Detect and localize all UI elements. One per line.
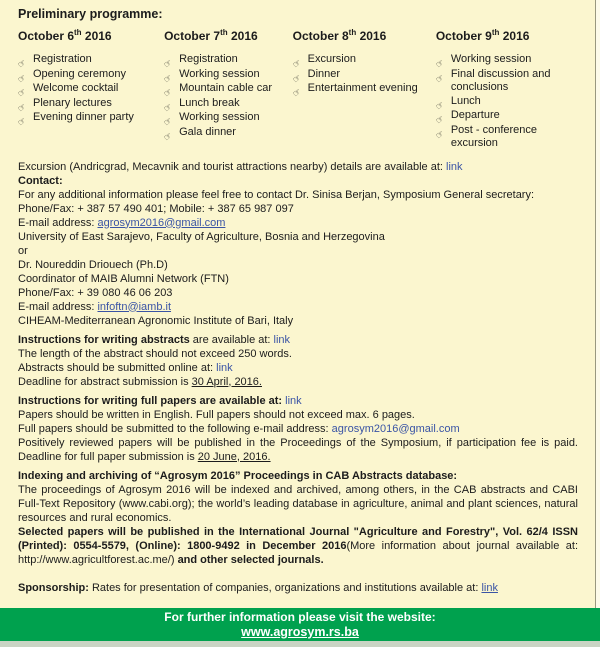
list-item (290, 67, 436, 86)
list-item-label: Welcome cocktail (33, 82, 119, 94)
list-item (433, 67, 578, 95)
list-item-label: Registration (33, 53, 92, 65)
email-link-agrosym[interactable]: agrosym2016@gmail.com (97, 216, 226, 229)
pointer-hand-icon: ☞ (161, 100, 176, 115)
contact-email-line-2 (18, 300, 578, 314)
pointer-hand-icon: ☞ (433, 98, 447, 113)
list-item-label: Excursion (307, 53, 356, 65)
indexing-selected-normal: (More information about journal available at: http://www.agricultforest.ac.me/) (18, 539, 578, 566)
indexing-selected-bold-2: and other selected journals. (177, 553, 324, 566)
email-link-iamb[interactable]: infoftn@iamb.it (97, 300, 172, 313)
email-label: E-mail address: (18, 216, 98, 229)
list-item-label: Mountain cable car (179, 82, 273, 94)
contact-intro: For any additional information please feel free to contact Dr. Sinisa Berjan, Symposium General secretary: (18, 188, 535, 201)
fullpapers-submit-text: Full papers should be submitted to the following e-mail address: (18, 422, 332, 435)
list-item (433, 94, 578, 113)
indexing-heading: Indexing and archiving of “Agrosym 2016” Proceedings in CAB Abstracts database: (18, 469, 458, 482)
list-item-label: Working session (179, 67, 260, 80)
abstracts-length-line: The length of the abstract should not exceed 250 words. (18, 347, 292, 360)
day-year: 2016 (356, 29, 387, 43)
sponsorship-line (18, 581, 578, 595)
list-item (161, 53, 293, 71)
pointer-hand-icon: ☞ (290, 56, 304, 71)
list-item-label: Gala dinner (179, 125, 236, 138)
contact-heading: Contact: (18, 174, 63, 187)
abstracts-title-line (18, 333, 578, 347)
abstracts-title: Instructions for writing abstracts (18, 333, 190, 346)
fullpapers-title: Instructions for writing full papers are available at: (18, 394, 286, 407)
day-year: 2016 (81, 29, 112, 43)
excursion-line (18, 160, 578, 174)
day-column-oct9 (433, 28, 578, 151)
email-label: E-mail address: (18, 300, 98, 313)
list-item-label: Lunch break (179, 96, 240, 109)
pointer-hand-icon: ☞ (433, 56, 447, 71)
pointer-hand-icon: ☞ (15, 114, 30, 129)
day-items-oct6 (15, 53, 164, 129)
list-item-label: Opening ceremony (33, 67, 126, 80)
fullpapers-title-line (18, 394, 578, 408)
list-item-label: Working session (179, 111, 260, 123)
abstracts-submit-link[interactable]: link (216, 361, 233, 374)
list-item-label: Final discussion and conclusions (450, 67, 551, 93)
day-date: October 6 (18, 29, 75, 43)
pointer-hand-icon: ☞ (433, 127, 447, 142)
abstracts-deadline-date: 30 April, 2016. (191, 375, 262, 388)
day-items-oct7 (161, 53, 293, 144)
list-item (161, 125, 293, 144)
list-item-label: Departure (450, 109, 500, 121)
list-item (161, 111, 293, 129)
day-column-oct8 (290, 28, 436, 151)
sponsorship-label: Sponsorship: (18, 581, 89, 594)
contact-affiliation-2: CIHEAM-Mediterranean Agronomic Institute of Bari, Italy (18, 314, 294, 327)
abstracts-title-rest: are available at: (189, 333, 274, 346)
list-item (15, 96, 164, 115)
list-item (15, 53, 164, 71)
list-item (161, 67, 293, 86)
list-item (15, 82, 164, 100)
contact-phone-1: Phone/Fax: + 387 57 490 401; Mobile: + 387 65 987 097 (18, 202, 294, 215)
footer-banner (0, 608, 600, 641)
list-item-label: Evening dinner party (33, 111, 134, 123)
footer-text: For further information please visit the website: (164, 610, 436, 624)
pointer-hand-icon: ☞ (433, 112, 447, 127)
contact-phone-2: Phone/Fax: + 39 080 46 06 203 (18, 286, 173, 299)
pointer-hand-icon: ☞ (290, 85, 304, 100)
list-item (161, 82, 293, 100)
contact-role-2: Coordinator of MAIB Alumni Network (FTN) (18, 272, 229, 285)
list-item-label: Working session (450, 53, 532, 65)
abstracts-link[interactable]: link (273, 333, 291, 346)
day-items-oct8 (290, 53, 436, 100)
list-item (433, 123, 578, 151)
indexing-paragraph: The proceedings of Agrosym 2016 will be indexed and archived, among others, in the CAB abstracts and CABI Full-Text Repository (www.cabi.org); the world’s leading database in agriculture, animal and plant sciences, natural resources and rural economics. (18, 483, 578, 524)
list-item (290, 53, 436, 71)
day-year: 2016 (499, 29, 530, 43)
abstracts-deadline-text: Deadline for abstract submission is (18, 375, 192, 388)
sponsorship-text: Rates for presentation of companies, organizations and institutions available at: (88, 581, 482, 594)
list-item (15, 111, 164, 129)
pointer-hand-icon: ☞ (15, 100, 30, 115)
list-item (290, 82, 436, 100)
list-item-label: Registration (179, 53, 238, 65)
contact-name-2: Dr. Noureddin Driouech (Ph.D) (18, 258, 168, 271)
indexing-selected-bold: Selected papers will be published in the International Journal "Agriculture and Forestry", Vol. 62/4 ISSN (Printed): 0554-5579, (Online): 1800-9492 in December 2016 (18, 525, 578, 552)
pointer-hand-icon: ☞ (161, 129, 176, 144)
day-header-oct7 (164, 28, 293, 43)
list-item (15, 67, 164, 86)
list-item-label: Lunch (450, 94, 481, 107)
abstracts-submit-line (18, 361, 578, 375)
excursion-link[interactable]: link (446, 160, 463, 173)
page-title: Preliminary programme: (18, 7, 163, 21)
fullpapers-review-text: Positively reviewed papers will be published in the Proceedings of the Symposium, if participation fee is paid. Deadline for full paper submission is (18, 436, 578, 463)
day-header-oct6 (18, 28, 164, 43)
fullpapers-line-2 (18, 422, 578, 436)
excursion-text: Excursion (Andricgrad, Mecavnik and tourist attractions nearby) details are available at: (18, 160, 446, 173)
day-ordinal: th (74, 28, 82, 37)
day-date: October 9 (435, 29, 492, 43)
list-item-label: Plenary lectures (33, 96, 112, 109)
fullpapers-email-link[interactable]: agrosym2016@gmail.com (331, 422, 460, 435)
list-item-label: Dinner (307, 67, 341, 80)
pointer-hand-icon: ☞ (15, 85, 30, 100)
contact-email-line-1 (18, 216, 578, 230)
day-header-oct9 (436, 28, 578, 43)
right-gutter (596, 0, 600, 608)
day-year: 2016 (227, 29, 258, 43)
pointer-hand-icon: ☞ (161, 56, 176, 71)
contact-affiliation-1: University of East Sarajevo, Faculty of Agriculture, Bosnia and Herzegovina (18, 230, 385, 243)
day-ordinal: th (491, 28, 500, 37)
pointer-hand-icon: ☞ (15, 56, 30, 71)
day-column-oct6 (15, 28, 164, 151)
pointer-hand-icon: ☞ (161, 114, 176, 129)
pointer-hand-icon: ☞ (433, 71, 447, 86)
pointer-hand-icon: ☞ (15, 71, 30, 86)
fullpapers-link[interactable]: link (285, 394, 302, 407)
indexing-selected-line (18, 525, 578, 567)
day-date: October 8 (292, 29, 349, 43)
day-header-oct8 (293, 28, 436, 43)
bottom-strip (0, 641, 600, 647)
day-ordinal: th (220, 28, 228, 37)
pointer-hand-icon: ☞ (161, 85, 176, 100)
list-item (161, 96, 293, 115)
pointer-hand-icon: ☞ (161, 71, 176, 86)
abstracts-submit-text: Abstracts should be submitted online at: (18, 361, 217, 374)
fullpapers-line-3 (18, 436, 578, 464)
right-border-line (595, 0, 596, 608)
day-items-oct9 (433, 53, 578, 151)
abstracts-deadline-line (18, 375, 578, 389)
day-date: October 7 (164, 29, 221, 43)
list-item (433, 109, 578, 127)
list-item-label: Entertainment evening (307, 82, 418, 94)
fullpapers-line-1: Papers should be written in English. Full papers should not exceed max. 6 pages. (18, 408, 415, 421)
list-item-label: Post - conference excursion (450, 123, 538, 149)
sponsorship-link[interactable]: link (481, 581, 498, 594)
contact-or: or (18, 244, 28, 257)
day-column-oct7 (161, 28, 293, 151)
programme-columns (15, 28, 578, 151)
footer-website-link[interactable]: www.agrosym.rs.ba (241, 625, 359, 639)
day-ordinal: th (348, 28, 357, 37)
list-item (433, 53, 578, 71)
pointer-hand-icon: ☞ (290, 71, 304, 86)
fullpapers-deadline-date: 20 June, 2016. (197, 450, 271, 463)
